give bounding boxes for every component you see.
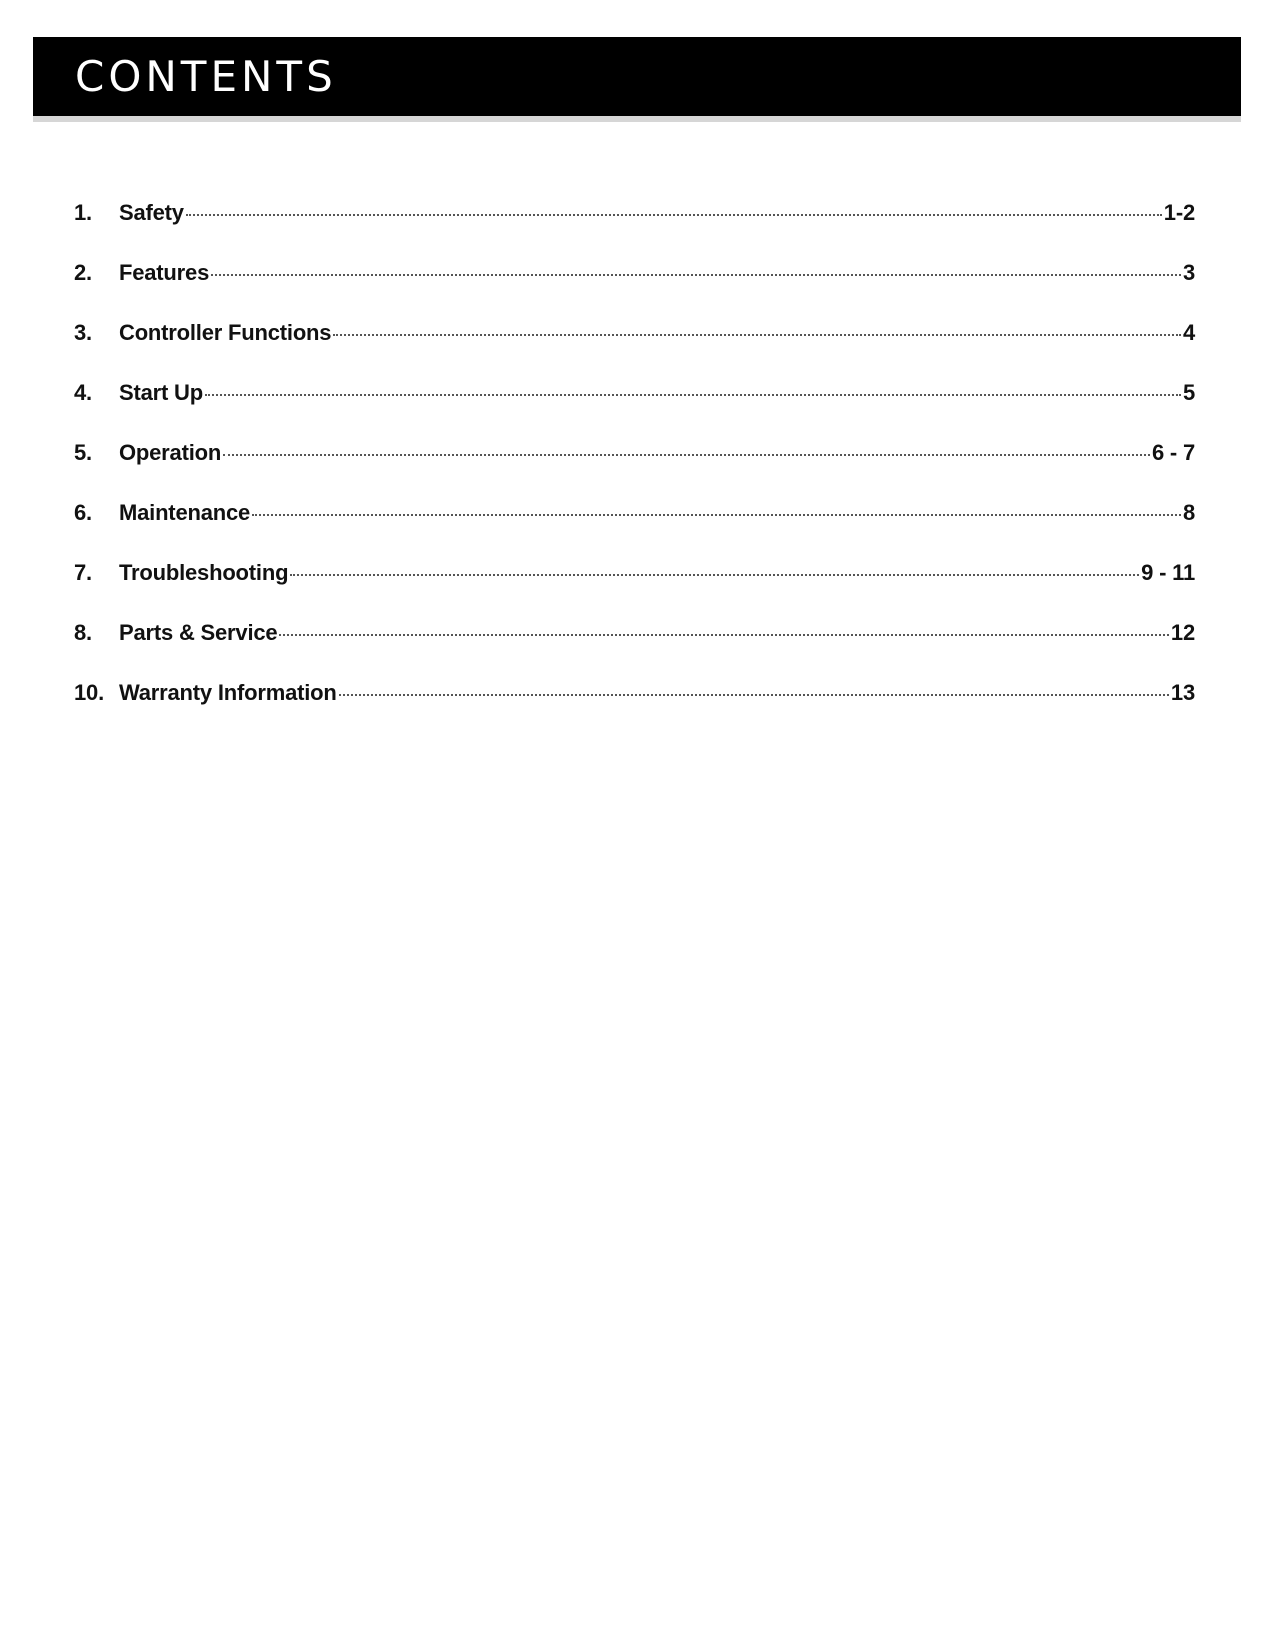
dot-leader xyxy=(223,454,1150,456)
toc-entry-number: 4. xyxy=(74,380,92,405)
toc-entry-page: 5 xyxy=(1182,380,1195,405)
toc-entry-number: 3. xyxy=(74,320,92,345)
toc-entry-page: 9 - 11 xyxy=(1141,560,1195,585)
toc-entry-title: Features xyxy=(119,260,210,285)
toc-entry-features xyxy=(74,260,1195,320)
toc-entry-page: 6 - 7 xyxy=(1151,440,1195,465)
toc-entry-number: 2. xyxy=(74,260,92,285)
toc-entry-title: Warranty Information xyxy=(119,680,337,705)
toc-entry-title: Safety xyxy=(119,200,184,225)
toc-entry-page: 4 xyxy=(1182,320,1195,345)
toc-entry-page: 1-2 xyxy=(1163,200,1195,225)
toc-entry-page: 13 xyxy=(1170,680,1195,705)
toc-entry-parts-service xyxy=(74,620,1195,680)
toc-entry-page: 8 xyxy=(1182,500,1195,525)
toc-entry-title: Controller Functions xyxy=(119,320,332,345)
toc-entry-title: Troubleshooting xyxy=(119,560,289,585)
page-title: CONTENTS xyxy=(75,52,337,101)
toc-entry-maintenance xyxy=(74,500,1195,560)
toc-entry-number: 8. xyxy=(74,620,92,645)
table-of-contents xyxy=(74,200,1195,740)
toc-entry-controller-functions xyxy=(74,320,1195,380)
toc-entry-number: 6. xyxy=(74,500,92,525)
toc-entry-operation xyxy=(74,440,1195,500)
dot-leader xyxy=(339,694,1169,696)
toc-entry-title: Maintenance xyxy=(119,500,251,525)
toc-entry-title: Parts & Service xyxy=(119,620,278,645)
dot-leader xyxy=(252,514,1181,516)
toc-entry-number: 1. xyxy=(74,200,92,225)
toc-entry-number: 10. xyxy=(74,680,104,705)
dot-leader xyxy=(211,274,1181,276)
dot-leader xyxy=(186,214,1162,216)
toc-entry-warranty-information xyxy=(74,680,1195,740)
dot-leader xyxy=(205,394,1181,396)
dot-leader xyxy=(290,574,1139,576)
toc-entry-page: 3 xyxy=(1182,260,1195,285)
dot-leader xyxy=(279,634,1168,636)
toc-entry-start-up xyxy=(74,380,1195,440)
toc-entry-troubleshooting xyxy=(74,560,1195,620)
toc-entry-safety xyxy=(74,200,1195,260)
toc-entry-number: 7. xyxy=(74,560,92,585)
contents-header-bar xyxy=(33,37,1241,116)
toc-entry-title: Operation xyxy=(119,440,222,465)
toc-entry-number: 5. xyxy=(74,440,92,465)
dot-leader xyxy=(333,334,1181,336)
toc-entry-page: 12 xyxy=(1170,620,1195,645)
toc-entry-title: Start Up xyxy=(119,380,203,405)
